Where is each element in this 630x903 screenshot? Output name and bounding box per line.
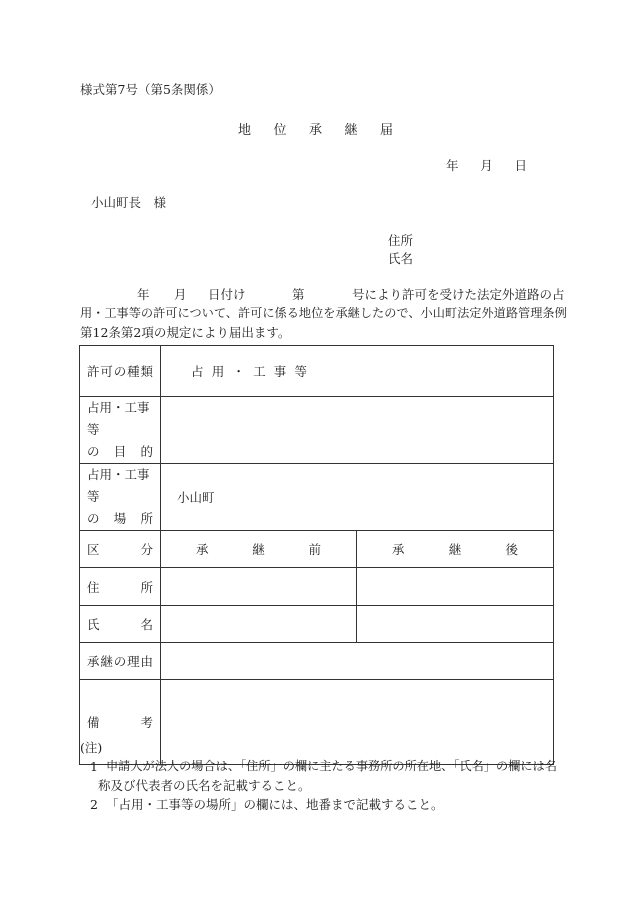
name-after-field[interactable] [357,606,554,643]
addressee: 小山町長 様 [91,195,167,210]
name-before-field[interactable] [161,606,357,643]
notification-text [80,285,567,342]
label-char: 承 [87,654,100,669]
row-address [80,568,554,606]
row-place [80,464,554,531]
address-before-field[interactable] [161,568,357,606]
form-reference: 様式第7号（第5条関係） [80,82,221,97]
label-char: 住 [87,579,100,595]
reason-label [80,643,161,680]
purpose-label-line1: 占用・工事等 [87,400,150,437]
value-char: ・ [232,364,245,379]
body-line-1 [80,285,565,304]
header-char: 前 [308,542,321,557]
note-2-text: 「占用・工事等の場所」の欄には、地番まで記載すること。 [106,797,444,812]
row-name [80,606,554,643]
note-1-number: 1 [90,759,98,774]
notes-section [80,738,555,814]
label-char: 許 [87,364,100,379]
label-char: 目 [113,444,127,459]
value-char: 工 [253,364,266,379]
body-line-2: 用・工事等の許可について、許可に係る地位を承継したので、小山町法定外道路管理条例 [80,306,567,320]
header-char: 承 [392,542,405,557]
label-char: 氏 [87,617,100,632]
date-month: 月 [480,158,493,173]
value-char: 占 [191,364,204,379]
label-char: 所 [140,511,153,526]
address-after-field[interactable] [357,568,554,606]
label-char: の [87,444,100,459]
place-value-field[interactable] [161,464,554,531]
label-char: 名 [140,617,153,632]
title-char: 承 [308,123,322,138]
row-division [80,531,554,568]
division-label [80,531,161,568]
reason-value-field[interactable] [161,643,554,680]
applicant-address-label: 住所 [388,233,414,248]
title-char: 届 [379,123,393,138]
succession-form-table [79,345,554,765]
header-char: 承 [196,542,209,557]
date-day: 日 [514,158,527,173]
note-2-number: 2 [90,797,98,812]
label-char: 継 [100,654,113,669]
label-char: の [113,654,127,669]
place-value: 小山町 [177,490,215,505]
document-title [238,119,393,138]
place-label [80,464,161,531]
permit-type-label [80,346,161,397]
label-char: 種 [127,364,140,379]
value-char: 用 [211,364,225,379]
purpose-label [80,397,161,464]
before-succession-header [161,531,357,568]
date-line [446,156,527,174]
body-line-3: 第12条第2項の規定により届出ます。 [80,325,291,340]
label-char: 分 [140,542,153,557]
row-reason [80,643,554,680]
permit-type-value[interactable] [161,346,554,397]
label-char: 理 [127,654,140,669]
label-char: 類 [140,364,153,379]
value-char: 事 [273,364,287,379]
note-1-line2: 称及び代表者の氏名を記載すること。 [98,778,311,793]
header-char: 後 [505,542,518,557]
body-month: 月 [174,287,187,302]
label-char: の [113,364,127,379]
label-char: 由 [140,654,153,669]
body-dated: 日付け [208,287,246,302]
label-char: 区 [87,542,100,557]
label-char: 場 [113,511,127,526]
note-1 [80,757,555,776]
title-char: 位 [273,123,287,138]
header-char: 継 [448,542,462,557]
label-char: 備 [87,715,100,730]
address-label [80,568,161,606]
note-1-line1: 申請人が法人の場合は、「住所」の欄に主たる事務所の所在地、「氏名」の欄には名 [106,759,557,773]
title-char: 継 [344,123,358,138]
label-char: 可 [100,364,113,379]
header-char: 継 [252,542,265,557]
after-succession-header [357,531,554,568]
title-char: 地 [238,123,252,138]
body-line1-rest: 号により許可を受けた法定外道路の占 [352,287,565,302]
notes-heading: (注) [80,740,103,755]
body-year: 年 [137,287,150,302]
purpose-value-field[interactable] [161,397,554,464]
label-char: 所 [140,579,153,595]
note-2 [80,795,555,814]
name-label [80,606,161,643]
place-label-line1: 占用・工事等 [87,467,150,504]
label-char: の [87,511,100,526]
value-char: 等 [294,364,307,379]
row-permit-type [80,346,554,397]
body-number-prefix: 第 [292,287,305,302]
label-char: 的 [140,444,153,459]
row-purpose [80,397,554,464]
applicant-name-label: 氏名 [388,251,414,266]
date-year: 年 [446,158,459,173]
label-char: 考 [140,715,153,730]
